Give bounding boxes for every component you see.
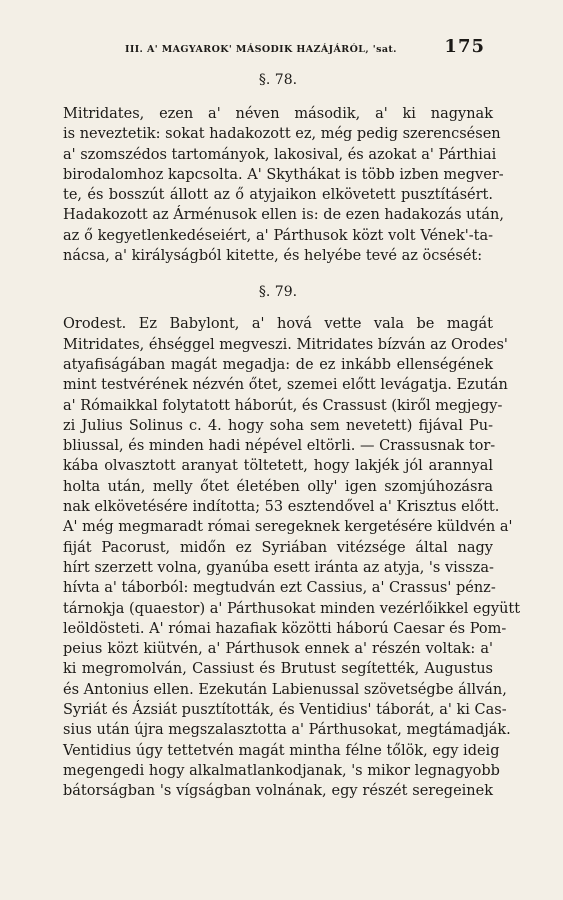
text-line: kába olvasztott aranyat töltetett, hogy lakjék jól arannyal: [63, 458, 493, 475]
section-79-text: [63, 314, 521, 801]
running-head-title: III. A' MAGYAROK' MÁSODIK HAZÁJÁRÓL, 'sat.: [125, 44, 397, 55]
text-line: peius közt kiütvén, a' Párthusok ennek a' részén voltak: a': [63, 641, 493, 658]
text-line: megengedi hogy alkalmatlankodjanak, 's mikor legnagyobb: [63, 762, 500, 779]
text-line: Syriát és Ázsiát pusztították, és Ventidius' táborát, a' ki Cas-: [63, 702, 507, 719]
text-line: hírt szerzett volna, gyanúba esett iránta az atyja, 's vissza-: [63, 559, 494, 576]
text-line: nak elkövetésére indította; 53 esztendővel a' Krisztus előtt.: [63, 499, 500, 516]
section-heading-79: §. 79.: [258, 284, 298, 301]
text-line: az ő kegyetlenkedéseiért, a' Párthusok közt volt Vének'-ta-: [63, 227, 493, 244]
section-heading-78: §. 78.: [258, 72, 298, 88]
text-line: Hadakozott az Árménusok ellen is: de ezen hadakozás után,: [63, 207, 504, 224]
text-line: nácsa, a' királyságból kitette, és helyébe tevé az öcsését:: [63, 248, 483, 265]
text-line: és Antonius ellen. Ezekután Labienussal szövetségbe állván,: [63, 681, 507, 698]
text-line: mint testvérének nézvén őtet, szemei előtt levágatja. Ezután: [63, 377, 508, 394]
text-line: ki megromolván, Cassiust és Brutust segítették, Augustus: [63, 661, 493, 678]
text-line: holta után, melly őtet életében olly' igen szomjúhozásra: [63, 478, 493, 495]
text-line: hívta a' táborból: megtudván ezt Cassius, a' Crassus' pénz-: [63, 580, 496, 597]
text-line: tárnokja (quaestor) a' Párthusokat minden vezérlőikkel együtt: [63, 600, 521, 617]
text-line: a' szomszédos tartományok, lakosival, és azokat a' Párthiai: [63, 146, 497, 163]
text-line: Mitridates, ezen a' néven második, a' ki nagynak: [63, 106, 493, 122]
text-line: sius után újra megszalasztotta a' Párthusokat, megtámadják.: [63, 722, 511, 739]
text-line: te, és bosszút állott az ő atyjaikon elkövetett pusztításért.: [63, 187, 493, 204]
running-head: [63, 34, 493, 58]
text-line: a' Rómaikkal folytatott háborút, és Crassust (kiről megjegy-: [63, 397, 503, 414]
text-line: Mitridates, éhséggel megveszi. Mitridates bízván az Orodes': [63, 336, 508, 353]
page-number: 175: [444, 36, 485, 57]
text-line: atyafiságában magát megadja: de ez inkább ellenségének: [63, 356, 493, 373]
text-line: zi Julius Solinus c. 4. hogy soha sem nevetett) fijával Pu-: [63, 417, 493, 434]
section-78-text: [63, 104, 504, 266]
text-line: A' még megmaradt római seregeknek kergetésére küldvén a': [63, 519, 513, 536]
text-line: Ventidius úgy tettetvén magát mintha félne tőlök, egy ideig: [63, 742, 500, 759]
text-line: bátorságban 's vígságban volnának, egy részét seregeinek: [63, 783, 493, 800]
text-line: fiját Pacorust, midőn ez Syriában vitézsége által nagy: [63, 539, 493, 556]
text-line: Orodest. Ez Babylont, a' hová vette vala be magát: [63, 316, 493, 333]
text-line: birodalomhoz kapcsolta. A' Skythákat is több izben megver-: [63, 166, 504, 183]
text-line: leöldösteti. A' római hazafiak közötti háború Caesar és Pom-: [63, 620, 507, 637]
text-line: is neveztetik: sokat hadakozott ez, még pedig szerencsésen: [63, 126, 501, 143]
text-line: bliussal, és minden hadi népével eltörli. — Crassusnak tor-: [63, 438, 496, 455]
